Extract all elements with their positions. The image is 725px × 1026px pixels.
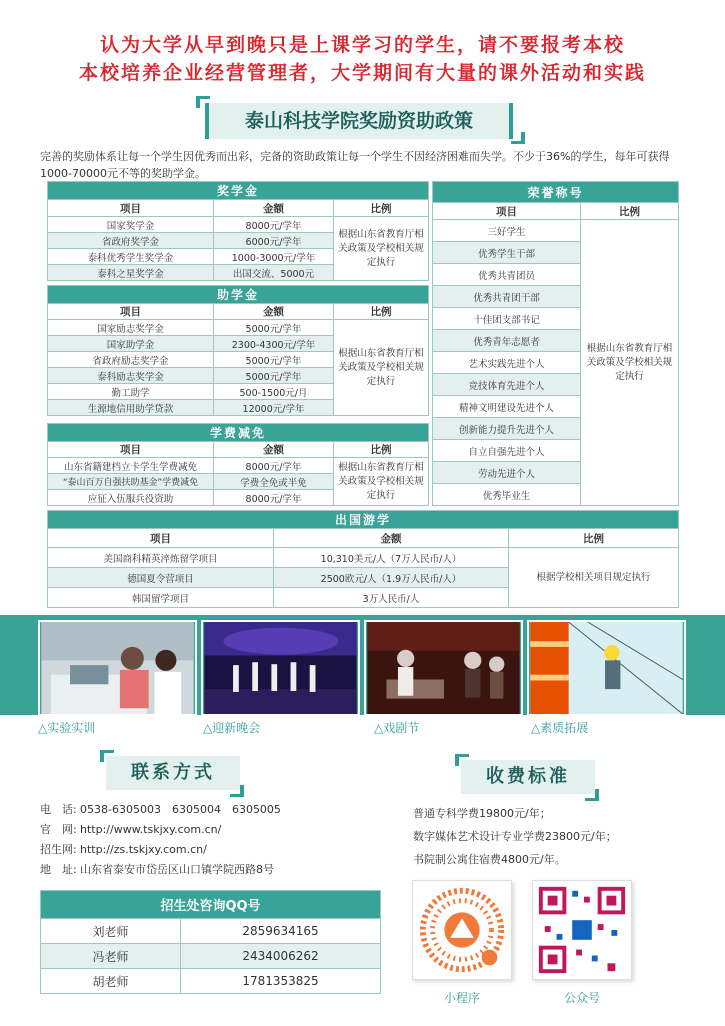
qq-number: 2434006262 <box>181 944 381 969</box>
table-cell: 生源地信用助学贷款 <box>48 400 214 416</box>
title-decoration <box>196 96 210 99</box>
table-caption: 荣誉称号 <box>433 182 679 203</box>
table-cell: 德国夏令营项目 <box>48 568 274 588</box>
grants-table <box>47 285 429 416</box>
intro-text: 完善的奖励体系让每一个学生因优秀而出彩，完备的资助政策让每一个学生不因经济困难而失学。不少于36%的学生，每年可获得1000-70000元不等的奖助学金。 <box>40 150 670 180</box>
table-cell: 10,310美元/人（7万人民币/人） <box>274 548 509 568</box>
column-header: 项目 <box>48 304 214 320</box>
table-cell: 勤工助学 <box>48 384 214 400</box>
policy-note: 根据山东省教育厅相关政策及学校相关规定执行 <box>334 458 429 506</box>
title-decoration <box>455 754 469 757</box>
table-caption: 出国游学 <box>48 511 679 529</box>
table-cell: 应征入伍服兵役资助 <box>48 490 214 506</box>
table-cell: 1000-3000元/学年 <box>214 249 334 265</box>
table-cell: 精神文明建设先进个人 <box>433 396 581 418</box>
table-cell: 2300-4300元/学年 <box>214 336 334 352</box>
table-cell: 出国交流、5000元 <box>214 265 334 281</box>
table-cell: 国家励志奖学金 <box>48 320 214 336</box>
table-cell: 6000元/学年 <box>214 233 334 249</box>
table-cell: 学费全免或半免 <box>214 474 334 490</box>
table-cell: 三好学生 <box>433 220 581 242</box>
table-cell: 国家奖学金 <box>48 217 214 233</box>
title-decoration <box>100 750 114 753</box>
headline-line-2: 本校培养企业经营管理者，大学期间有大量的课外活动和实践 <box>78 62 646 84</box>
fee-line: 数字媒体艺术设计专业学费23800元/年； <box>413 830 617 843</box>
column-header: 项目 <box>48 529 274 548</box>
table-cell: 韩国留学项目 <box>48 588 274 608</box>
admission-link[interactable]: http://zs.tskjxy.com.cn/ <box>80 843 207 856</box>
welcome-party-photo <box>201 620 360 716</box>
table-cell: 山东省籍建档立卡学生学费减免 <box>48 458 214 474</box>
table-cell: 8000元/学年 <box>214 490 334 506</box>
table-cell: 500-1500元/月 <box>214 384 334 400</box>
table-cell: 优秀共青团干部 <box>433 286 581 308</box>
table-cell: 泰科之星奖学金 <box>48 265 214 281</box>
table-caption: 奖学金 <box>48 182 429 200</box>
contact-address <box>40 862 274 878</box>
table-cell: 省政府奖学金 <box>48 233 214 249</box>
teacher-name: 冯老师 <box>41 944 181 969</box>
photo-caption: △迎新晚会 <box>203 721 261 735</box>
table-cell: 5000元/学年 <box>214 320 334 336</box>
column-header: 金额 <box>274 529 509 548</box>
table-cell: 2500欧元/人（1.9万人民币/人） <box>274 568 509 588</box>
table-cell: 竞技体育先进个人 <box>433 374 581 396</box>
table-cell: 优秀学生干部 <box>433 242 581 264</box>
website-label: 官 网: <box>40 823 77 836</box>
official-account-label: 公众号 <box>563 991 600 1005</box>
column-header: 金额 <box>214 200 334 217</box>
table-cell: 泰科优秀学生奖学金 <box>48 249 214 265</box>
honors-table <box>432 181 679 506</box>
photo-caption: △实验实训 <box>38 721 96 735</box>
table-cell: 优秀毕业生 <box>433 484 581 506</box>
table-cell: 8000元/学年 <box>214 458 334 474</box>
lab-training-photo <box>38 620 197 716</box>
table-cell: 劳动先进个人 <box>433 462 581 484</box>
table-cell: 3万人民币/人 <box>274 588 509 608</box>
table-cell: 自立自强先进个人 <box>433 440 581 462</box>
fee-title: 收费标准 <box>461 760 595 794</box>
scholarship-table <box>47 181 429 281</box>
title-decoration <box>230 794 244 797</box>
policy-note: 根据山东省教育厅相关政策及学校相关规定执行 <box>334 217 429 281</box>
table-cell: “泰山百万自强扶助基金”学费减免 <box>48 474 214 490</box>
address-value: 山东省泰安市岱岳区山口镇学院西路8号 <box>80 863 274 876</box>
photo-caption: △素质拓展 <box>531 721 589 735</box>
fee-waiver-table <box>47 423 429 506</box>
contact-admission <box>40 842 207 858</box>
phone-label: 电 话: <box>40 803 77 816</box>
address-label: 地 址: <box>40 863 77 876</box>
policy-note: 根据学校相关项目规定执行 <box>509 548 679 608</box>
table-caption: 学费减免 <box>48 424 429 442</box>
table-cell: 优秀共青团员 <box>433 264 581 286</box>
column-header: 比例 <box>334 304 429 320</box>
column-header: 比例 <box>334 442 429 458</box>
website-link[interactable]: http://www.tskjxy.com.cn/ <box>80 823 222 836</box>
table-cell: 美国商科精英淬炼留学项目 <box>48 548 274 568</box>
phone-value: 0538-6305003 6305004 6305005 <box>80 803 281 816</box>
title-decoration <box>511 141 525 144</box>
contact-website <box>40 822 221 838</box>
title-decoration <box>585 798 599 801</box>
qq-number: 2859634165 <box>181 919 381 944</box>
table-cell: 创新能力提升先进个人 <box>433 418 581 440</box>
table-cell: 5000元/学年 <box>214 352 334 368</box>
column-header: 项目 <box>48 442 214 458</box>
teacher-name: 刘老师 <box>41 919 181 944</box>
column-header: 项目 <box>433 203 581 220</box>
table-cell: 优秀青年志愿者 <box>433 330 581 352</box>
column-header: 金额 <box>214 442 334 458</box>
outdoor-training-photo <box>527 620 686 716</box>
study-abroad-table <box>47 510 679 608</box>
teacher-name: 胡老师 <box>41 969 181 994</box>
headline-line-1: 认为大学从早到晚只是上课学习的学生，请不要报考本校 <box>99 34 625 56</box>
table-cell: 国家助学金 <box>48 336 214 352</box>
table-cell: 泰科励志奖学金 <box>48 368 214 384</box>
table-cell: 8000元/学年 <box>214 217 334 233</box>
table-cell: 十佳团支部书记 <box>433 308 581 330</box>
column-header: 比例 <box>509 529 679 548</box>
mini-program-label: 小程序 <box>443 991 480 1005</box>
admission-label: 招生网: <box>40 843 77 856</box>
column-header: 比例 <box>581 203 679 220</box>
column-header: 比例 <box>334 200 429 217</box>
table-cell: 省政府励志奖学金 <box>48 352 214 368</box>
fee-line: 普通专科学费19800元/年； <box>413 807 551 820</box>
table-caption: 助学金 <box>48 286 429 304</box>
qq-contact-table <box>40 890 381 994</box>
official-account-qr-icon[interactable] <box>532 880 632 980</box>
column-header: 项目 <box>48 200 214 217</box>
mini-program-qr-icon[interactable] <box>412 880 512 980</box>
policy-note: 根据山东省教育厅相关政策及学校相关规定执行 <box>581 220 679 506</box>
photo-caption: △戏剧节 <box>374 721 420 735</box>
contact-phone <box>40 802 281 818</box>
policy-note: 根据山东省教育厅相关政策及学校相关规定执行 <box>334 320 429 416</box>
table-cell: 12000元/学年 <box>214 400 334 416</box>
policy-title: 泰山科技学院奖励资助政策 <box>205 103 513 139</box>
qq-table-title: 招生处咨询QQ号 <box>41 891 381 919</box>
table-cell: 5000元/学年 <box>214 368 334 384</box>
column-header: 金额 <box>214 304 334 320</box>
table-cell: 艺术实践先进个人 <box>433 352 581 374</box>
qq-number: 1781353825 <box>181 969 381 994</box>
fee-line: 书院制公寓住宿费4800元/年。 <box>413 853 566 866</box>
drama-festival-photo <box>364 620 523 716</box>
contact-title: 联系方式 <box>106 756 240 790</box>
